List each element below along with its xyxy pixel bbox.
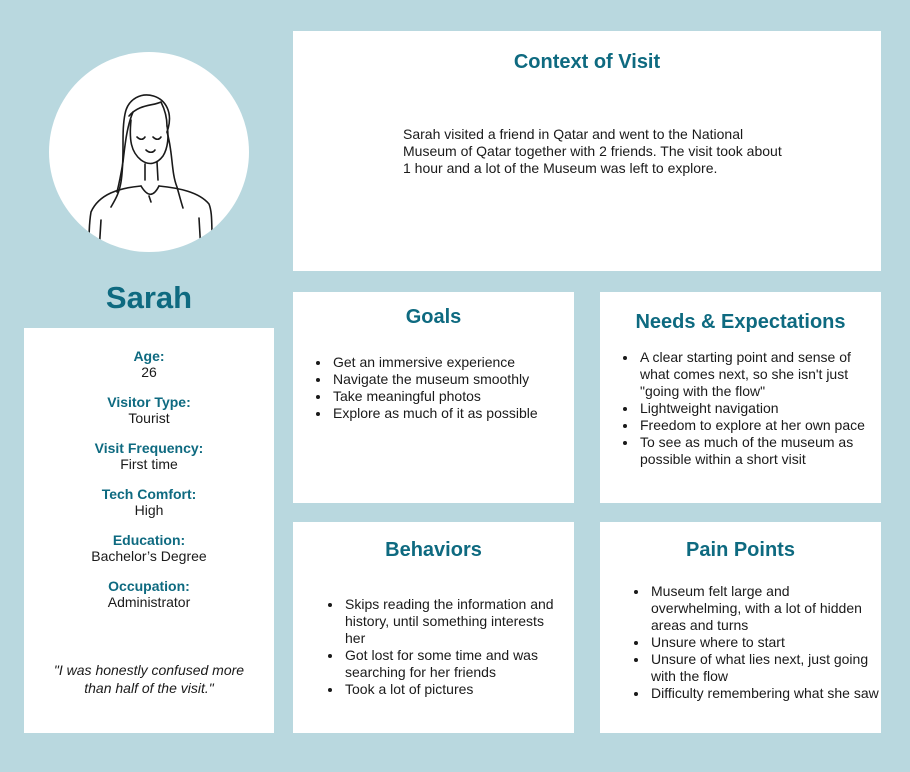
context-card bbox=[293, 31, 881, 271]
profile-field-age bbox=[24, 348, 274, 380]
behaviors-list bbox=[327, 596, 565, 698]
field-value: 26 bbox=[141, 364, 157, 380]
list-item: • Skips reading the information and history, until something interests her bbox=[343, 596, 565, 647]
field-label: Occupation: bbox=[108, 578, 190, 594]
field-label: Education: bbox=[112, 532, 186, 548]
list-item: • To see as much of the museum as possible within a short visit bbox=[638, 434, 876, 468]
goals-list bbox=[315, 354, 576, 422]
pain-points-title: Pain Points bbox=[686, 539, 795, 561]
list-item: • Freedom to explore at her own pace bbox=[638, 417, 876, 434]
field-value: Bachelor’s Degree bbox=[91, 548, 207, 564]
field-value: Tourist bbox=[128, 410, 170, 426]
list-item: • Get an immersive experience bbox=[331, 354, 576, 371]
list-item: • Navigate the museum smoothly bbox=[331, 371, 576, 388]
list-item: • Lightweight navigation bbox=[638, 400, 876, 417]
list-item: • Unsure where to start bbox=[649, 634, 881, 651]
field-value: First time bbox=[120, 456, 178, 472]
avatar bbox=[49, 52, 249, 252]
profile-fields bbox=[24, 348, 274, 624]
needs-title: Needs & Expectations bbox=[635, 311, 846, 333]
behaviors-card bbox=[293, 522, 574, 733]
profile-field-visit-frequency bbox=[24, 440, 274, 472]
list-item: • Took a lot of pictures bbox=[343, 681, 565, 698]
profile-field-occupation bbox=[24, 578, 274, 610]
needs-list bbox=[622, 349, 876, 468]
persona-name: Sarah bbox=[105, 280, 193, 315]
persona-quote: "I was honestly confused more than half of the visit." bbox=[53, 662, 245, 696]
list-item: • Museum felt large and overwhelming, with a lot of hidden areas and turns bbox=[649, 583, 881, 634]
list-item: • Unsure of what lies next, just going with the flow bbox=[649, 651, 881, 685]
context-title: Context of Visit bbox=[513, 51, 661, 73]
goals-title: Goals bbox=[405, 306, 462, 328]
context-text: Sarah visited a friend in Qatar and went to the National Museum of Qatar together with 2 friends. The visit took about 1 hour and a lot of the Museum was left to explore. bbox=[403, 126, 782, 176]
list-item: • Explore as much of it as possible bbox=[331, 405, 576, 422]
needs-card bbox=[600, 292, 881, 503]
list-item: • Take meaningful photos bbox=[331, 388, 576, 405]
pain-points-card bbox=[600, 522, 881, 733]
list-item: • Difficulty remembering what she saw bbox=[649, 685, 881, 702]
field-label: Visitor Type: bbox=[107, 394, 191, 410]
field-value: High bbox=[134, 502, 164, 518]
profile-field-tech-comfort bbox=[24, 486, 274, 518]
profile-card bbox=[24, 328, 274, 733]
profile-field-education bbox=[24, 532, 274, 564]
profile-field-visitor-type bbox=[24, 394, 274, 426]
behaviors-title: Behaviors bbox=[385, 539, 482, 561]
field-label: Age: bbox=[133, 348, 165, 364]
field-label: Visit Frequency: bbox=[94, 440, 204, 456]
woman-portrait-icon bbox=[49, 52, 249, 252]
list-item: • A clear starting point and sense of what comes next, so she isn't just "going with the flow" bbox=[638, 349, 876, 400]
goals-card bbox=[293, 292, 574, 503]
list-item: • Got lost for some time and was searching for her friends bbox=[343, 647, 565, 681]
field-value: Administrator bbox=[107, 594, 191, 610]
pain-points-list bbox=[633, 583, 881, 702]
field-label: Tech Comfort: bbox=[101, 486, 197, 502]
